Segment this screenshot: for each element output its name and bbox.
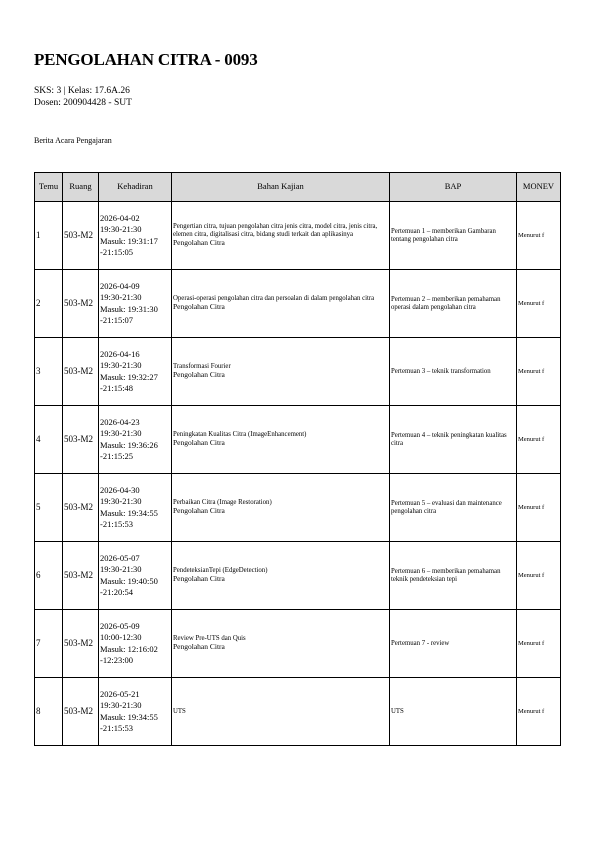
kehadiran-in: Masuk: 19:36:26	[100, 439, 158, 450]
bap-table	[34, 172, 561, 746]
kehadiran-out: -12:23:00	[100, 654, 134, 665]
table-row	[35, 406, 561, 474]
cell-ruang: 503-M2	[63, 202, 99, 270]
cell-bap: Pertemuan 7 - review	[390, 610, 517, 678]
kehadiran-out: -21:15:53	[100, 518, 134, 529]
cell-monev: Menurut f	[517, 202, 561, 270]
kehadiran-date: 2026-04-23	[100, 417, 140, 428]
bahan-kajian-course: Pengolahan Citra	[173, 642, 225, 652]
cell-temu: 6	[35, 542, 63, 610]
kehadiran-in: Masuk: 12:16:02	[100, 643, 158, 654]
table-row	[35, 542, 561, 610]
cell-temu: 2	[35, 270, 63, 338]
header-kehadiran: Kehadiran	[99, 173, 172, 202]
header-temu: Temu	[35, 173, 63, 202]
course-meta-dosen: Dosen: 200904428 - SUT	[34, 98, 132, 108]
cell-bahan-kajian	[172, 474, 390, 542]
cell-temu: 5	[35, 474, 63, 542]
cell-ruang: 503-M2	[63, 270, 99, 338]
course-meta-sks-kelas: SKS: 3 | Kelas: 17.6A.26	[34, 86, 130, 96]
kehadiran-schedule: 19:30-21:30	[100, 360, 142, 371]
table-row	[35, 678, 561, 746]
bahan-kajian-topic: Operasi-operasi pengolahan citra dan persoalan di dalam pengolahan citra	[173, 295, 375, 303]
bahan-kajian-course: Pengolahan Citra	[173, 302, 225, 312]
kehadiran-date: 2026-04-02	[100, 213, 140, 224]
kehadiran-in: Masuk: 19:34:55	[100, 711, 158, 722]
kehadiran-out: -21:20:54	[100, 586, 134, 597]
kehadiran-date: 2026-05-09	[100, 621, 140, 632]
cell-ruang: 503-M2	[63, 406, 99, 474]
cell-ruang: 503-M2	[63, 338, 99, 406]
cell-monev: Menurut f	[517, 678, 561, 746]
cell-temu: 8	[35, 678, 63, 746]
cell-ruang: 503-M2	[63, 678, 99, 746]
bahan-kajian-topic: Review Pre-UTS dan Quis	[173, 635, 246, 643]
bahan-kajian-topic: Transformasi Fourier	[173, 363, 231, 371]
header-bahan-kajian: Bahan Kajian	[172, 173, 390, 202]
cell-monev: Menurut f	[517, 542, 561, 610]
cell-kehadiran	[99, 338, 172, 406]
kehadiran-out: -21:15:53	[100, 722, 134, 733]
cell-bap: Pertemuan 1 – memberikan Gambaran tentang pengolahan citra	[390, 202, 517, 270]
kehadiran-out: -21:15:25	[100, 450, 134, 461]
bahan-kajian-course: Pengolahan Citra	[173, 438, 225, 448]
bahan-kajian-course: Pengolahan Citra	[173, 370, 225, 380]
cell-kehadiran	[99, 678, 172, 746]
cell-ruang: 503-M2	[63, 610, 99, 678]
page-title: PENGOLAHAN CITRA - 0093	[34, 50, 258, 69]
cell-bahan-kajian	[172, 338, 390, 406]
cell-bahan-kajian	[172, 202, 390, 270]
cell-kehadiran	[99, 474, 172, 542]
cell-bap: Pertemuan 2 – memberikan pemahaman operasi dalam pengolahan citra	[390, 270, 517, 338]
kehadiran-in: Masuk: 19:31:30	[100, 303, 158, 314]
kehadiran-date: 2026-04-16	[100, 349, 140, 360]
kehadiran-schedule: 10:00-12:30	[100, 632, 142, 643]
table-row	[35, 474, 561, 542]
cell-monev: Menurut f	[517, 406, 561, 474]
cell-kehadiran	[99, 406, 172, 474]
bahan-kajian-topic: UTS	[173, 707, 186, 715]
kehadiran-out: -21:15:48	[100, 382, 134, 393]
kehadiran-date: 2026-04-09	[100, 281, 140, 292]
header-ruang: Ruang	[63, 173, 99, 202]
kehadiran-schedule: 19:30-21:30	[100, 496, 142, 507]
kehadiran-schedule: 19:30-21:30	[100, 700, 142, 711]
bahan-kajian-topic: PendeteksianTepi (EdgeDetection)	[173, 567, 268, 575]
cell-monev: Menurut f	[517, 338, 561, 406]
kehadiran-in: Masuk: 19:40:50	[100, 575, 158, 586]
bahan-kajian-course: Pengolahan Citra	[173, 506, 225, 516]
cell-bap: Pertemuan 5 – evaluasi dan maintenance pengolahan citra	[390, 474, 517, 542]
kehadiran-out: -21:15:05	[100, 246, 134, 257]
cell-monev: Menurut f	[517, 474, 561, 542]
cell-bahan-kajian	[172, 678, 390, 746]
section-title: Berita Acara Pengajaran	[34, 136, 112, 145]
cell-ruang: 503-M2	[63, 542, 99, 610]
cell-monev: Menurut f	[517, 270, 561, 338]
cell-bap: Pertemuan 3 – teknik transformation	[390, 338, 517, 406]
bahan-kajian-topic: Pengertian citra, tujuan pengolahan citra jenis citra, model citra, jenis citra, elemen citra, digitalisasi citra, bidang studi terkait dan aplikasinya	[173, 223, 378, 239]
cell-kehadiran	[99, 610, 172, 678]
kehadiran-schedule: 19:30-21:30	[100, 292, 142, 303]
cell-bahan-kajian	[172, 270, 390, 338]
cell-ruang: 503-M2	[63, 474, 99, 542]
cell-temu: 7	[35, 610, 63, 678]
cell-temu: 3	[35, 338, 63, 406]
bahan-kajian-course: Pengolahan Citra	[173, 238, 225, 247]
kehadiran-in: Masuk: 19:34:55	[100, 507, 158, 518]
kehadiran-schedule: 19:30-21:30	[100, 224, 142, 235]
kehadiran-out: -21:15:07	[100, 314, 134, 325]
bahan-kajian-topic: Perbaikan Citra (Image Restoration)	[173, 499, 272, 507]
cell-kehadiran	[99, 542, 172, 610]
kehadiran-in: Masuk: 19:32:27	[100, 371, 158, 382]
cell-bap: Pertemuan 6 – memberikan pemahaman teknik pendeteksian tepi	[390, 542, 517, 610]
cell-monev: Menurut f	[517, 610, 561, 678]
header-bap: BAP	[390, 173, 517, 202]
cell-bap: Pertemuan 4 – teknik peningkatan kualitas citra	[390, 406, 517, 474]
kehadiran-schedule: 19:30-21:30	[100, 428, 142, 439]
header-monev: MONEV	[517, 173, 561, 202]
kehadiran-date: 2026-05-07	[100, 553, 140, 564]
table-row	[35, 338, 561, 406]
cell-bahan-kajian	[172, 610, 390, 678]
bahan-kajian-topic: Peningkatan Kualitas Citra (ImageEnhancement)	[173, 431, 307, 439]
kehadiran-date: 2026-04-30	[100, 485, 140, 496]
cell-temu: 4	[35, 406, 63, 474]
cell-bap: UTS	[390, 678, 517, 746]
cell-bahan-kajian	[172, 542, 390, 610]
kehadiran-schedule: 19:30-21:30	[100, 564, 142, 575]
cell-bahan-kajian	[172, 406, 390, 474]
table-row	[35, 202, 561, 270]
table-row	[35, 610, 561, 678]
table-header-row	[35, 173, 561, 202]
cell-kehadiran	[99, 270, 172, 338]
cell-kehadiran	[99, 202, 172, 270]
bahan-kajian-course: Pengolahan Citra	[173, 574, 225, 584]
cell-temu: 1	[35, 202, 63, 270]
kehadiran-in: Masuk: 19:31:17	[100, 235, 158, 246]
kehadiran-date: 2026-05-21	[100, 689, 140, 700]
table-row	[35, 270, 561, 338]
